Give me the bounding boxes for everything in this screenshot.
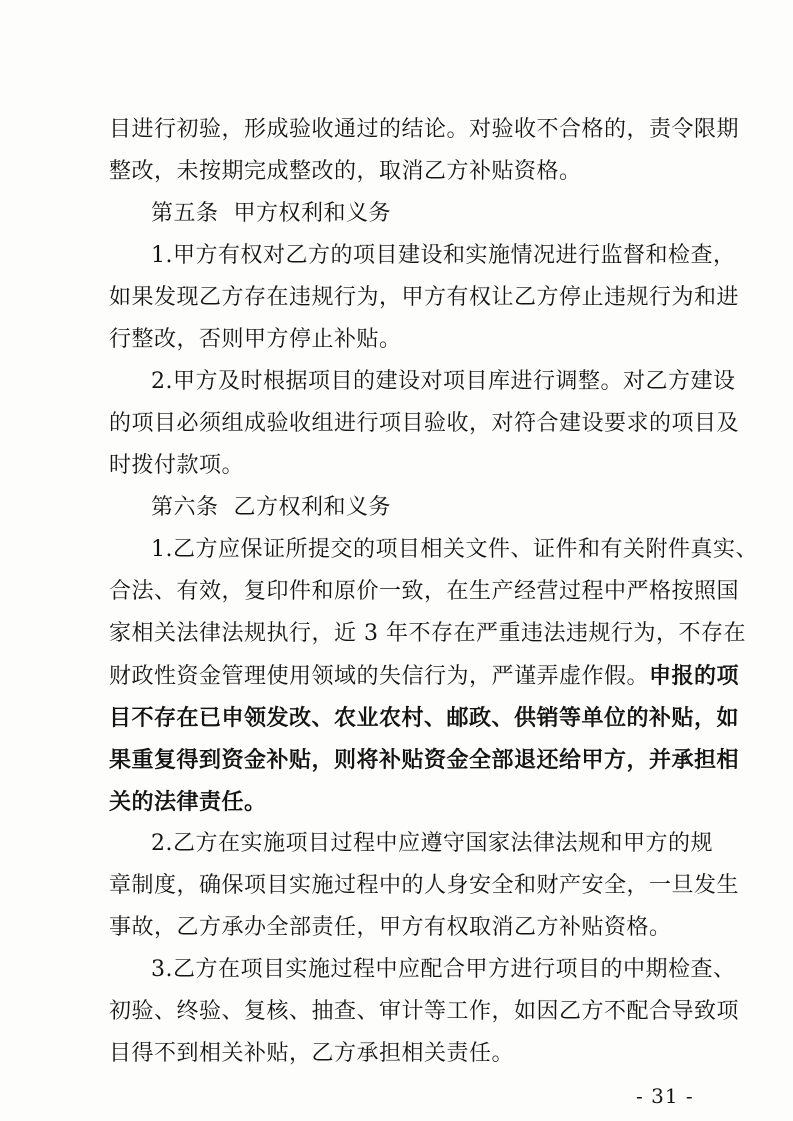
text-line: 目得不到相关补贴，乙方承担相关责任。 bbox=[109, 1041, 515, 1066]
bold-text-line: 关的法律责任。 bbox=[109, 789, 267, 815]
bold-text-line: 果重复得到资金补贴，则将补贴资金全部退还给甲方，并承担相 bbox=[109, 747, 740, 773]
bold-text-line: 目不存在已申领发改、农业农村、邮政、供销等单位的补贴，如 bbox=[109, 705, 740, 731]
text-line: 事故，乙方承办全部责任，甲方有权取消乙方补贴资格。 bbox=[109, 915, 672, 940]
text-line: 3.乙方在项目实施过程中应配合甲方进行项目的中期检查、 bbox=[151, 957, 736, 982]
text-line: 初验、终验、复核、抽查、审计等工作，如因乙方不配合导致项 bbox=[109, 999, 740, 1024]
bold-text: 申报的项 bbox=[649, 663, 740, 689]
text-line: 目进行初验，形成验收通过的结论。对验收不合格的，责令限期 bbox=[109, 117, 740, 142]
text-line: 2.甲方及时根据项目的建设对项目库进行调整。对乙方建设 bbox=[151, 369, 736, 394]
text-line: 合法、有效，复印件和原价一致，在生产经营过程中严格按照国 bbox=[109, 579, 740, 604]
text-line: 财政性资金管理使用领域的失信行为，严谨弄虚作假。申报的项 bbox=[109, 663, 740, 689]
text-line: 家相关法律法规执行，近 3 年不存在严重违法违规行为，不存在 bbox=[109, 621, 746, 646]
text-line: 1.乙方应保证所提交的项目相关文件、证件和有关附件真实、 bbox=[151, 537, 758, 562]
text-line: 行整改，否则甲方停止补贴。 bbox=[109, 327, 402, 352]
text-line: 时拨付款项。 bbox=[109, 453, 245, 478]
section-heading: 第五条 甲方权利和义务 bbox=[151, 201, 391, 226]
section-heading: 第六条 乙方权利和义务 bbox=[151, 495, 391, 520]
text-line: 2.乙方在实施项目过程中应遵守国家法律法规和甲方的规 bbox=[151, 831, 713, 856]
text-line: 1.甲方有权对乙方的项目建设和实施情况进行监督和检查， bbox=[151, 243, 736, 268]
page-number: - 31 - bbox=[636, 1084, 694, 1108]
text-line: 的项目必须组成验收组进行项目验收，对符合建设要求的项目及 bbox=[109, 411, 740, 436]
text-line: 整改，未按期完成整改的，取消乙方补贴资格。 bbox=[109, 159, 582, 184]
text-line: 章制度，确保项目实施过程中的人身安全和财产安全，一旦发生 bbox=[109, 873, 740, 898]
text-line: 如果发现乙方存在违规行为，甲方有权让乙方停止违规行为和进 bbox=[109, 285, 740, 310]
